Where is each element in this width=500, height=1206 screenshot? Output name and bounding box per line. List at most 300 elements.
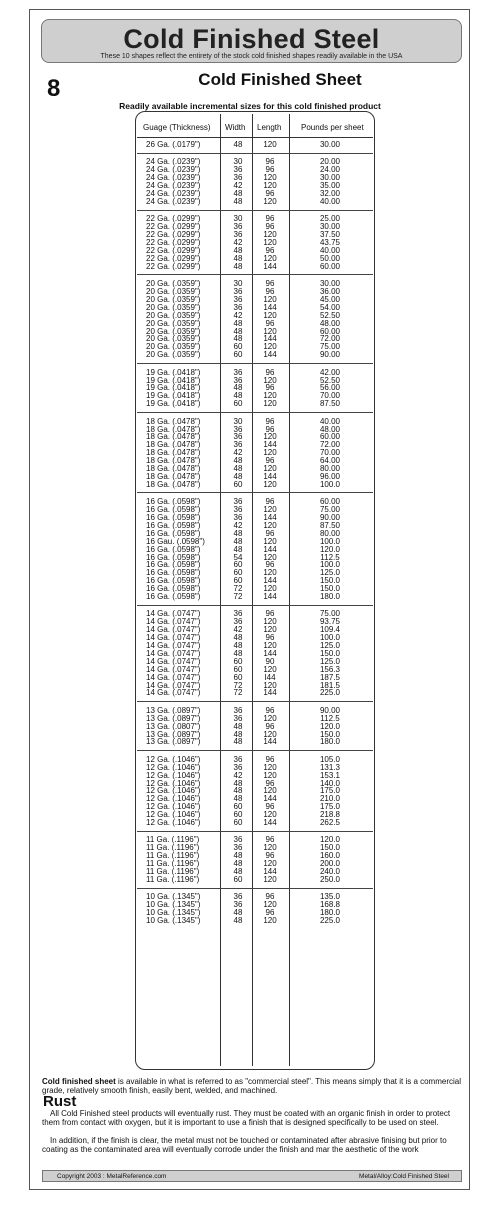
cell-gauge: 11 Ga. (.1196")	[146, 843, 200, 853]
cell-pounds: 80.00	[319, 464, 341, 473]
cell-gauge: 22 Ga. (.0299")	[146, 230, 201, 240]
cell-width: 48	[233, 456, 243, 466]
cell-pounds: 250.0	[319, 874, 341, 884]
footer-section: Metal/Alloy:Cold Finished Steel	[359, 1173, 449, 1180]
cell-gauge: 20 Ga. (.0359")	[146, 350, 201, 360]
header-rule	[137, 137, 373, 138]
cell-width: 36	[233, 367, 243, 377]
cell-length: 120	[263, 568, 277, 578]
cell-width: 48	[233, 859, 243, 869]
cell-length: 120	[263, 770, 277, 780]
table-row	[135, 351, 375, 359]
cell-length: 120	[263, 505, 277, 515]
cell-width: 42	[233, 310, 243, 320]
cell-pounds: 160.0	[319, 851, 341, 861]
cell-length: 144	[263, 867, 277, 876]
header-subtitle: These 10 shapes reflect the entirety of the stock cold finished shapes readily available in the USA	[100, 53, 403, 60]
cell-length: 144	[263, 794, 277, 804]
cell-width: 60	[233, 399, 243, 409]
cell-width: 36	[233, 713, 243, 723]
cell-length: 96	[265, 214, 275, 224]
group-separator	[137, 701, 373, 702]
cell-length: 120	[263, 664, 277, 674]
cell-pounds: 150.0	[319, 584, 341, 594]
rust-heading: Rust	[43, 1093, 77, 1110]
cell-pounds: 52.50	[319, 310, 341, 320]
cell-length: 120	[263, 900, 277, 910]
cell-pounds: 40.00	[319, 416, 341, 426]
cell-length: 96	[265, 157, 275, 167]
table-row	[135, 876, 375, 884]
cell-width: 48	[233, 778, 243, 788]
cell-length: 144	[263, 261, 277, 271]
cell-width: 48	[233, 721, 243, 731]
table-row	[135, 689, 375, 697]
cell-length: 96	[265, 497, 275, 507]
cell-width: 36	[233, 762, 243, 772]
cell-pounds: 125.0	[319, 656, 341, 666]
cell-width: 48	[233, 851, 243, 861]
cell-width: 36	[233, 230, 243, 240]
cell-width: 42	[233, 520, 243, 530]
cell-length: 120	[263, 641, 277, 650]
cell-pounds: 75.00	[319, 505, 341, 515]
cell-width: 48	[233, 786, 243, 796]
cell-pounds: 72.00	[319, 440, 341, 450]
group-separator	[137, 412, 373, 413]
cell-pounds: 150.0	[319, 729, 341, 739]
cell-gauge: 19 Ga. (.0418")	[146, 375, 201, 385]
cell-pounds: 20.00	[319, 157, 341, 167]
cell-pounds: 125.0	[319, 641, 341, 650]
cell-gauge: 24 Ga. (.0239")	[146, 181, 201, 191]
cell-length: 96	[265, 892, 275, 902]
cell-width: 36	[233, 835, 243, 845]
cell-pounds: 105.0	[319, 754, 341, 764]
cell-length: 120	[263, 786, 277, 796]
cell-length: 96	[265, 416, 275, 426]
cell-length: 120	[263, 375, 277, 385]
cell-width: 48	[233, 326, 243, 336]
cell-pounds: 25.00	[319, 214, 341, 224]
cell-length: 120	[263, 326, 277, 336]
cell-width: 42	[233, 448, 243, 458]
cell-length: 120	[263, 448, 277, 458]
cell-width: 36	[233, 294, 243, 304]
cell-width: 48	[233, 633, 243, 643]
table-row	[135, 198, 375, 206]
cell-pounds: 100.0	[319, 479, 341, 489]
cell-width: 48	[233, 908, 243, 918]
cell-pounds: 156.3	[319, 664, 341, 674]
cell-width: 36	[233, 892, 243, 902]
cell-length: 96	[265, 165, 275, 175]
group-separator	[137, 274, 373, 275]
cell-gauge: 20 Ga. (.0359")	[146, 279, 201, 289]
cell-gauge: 20 Ga. (.0359")	[146, 326, 201, 336]
cell-length: 120	[263, 294, 277, 304]
cell-length: 120	[263, 536, 277, 546]
cell-length: 96	[265, 609, 275, 619]
cell-gauge: 18 Ga. (.0478")	[146, 416, 201, 426]
cell-gauge: 13 Ga. (.0897")	[146, 713, 201, 723]
cell-width: 36	[233, 287, 243, 296]
cell-length: 96	[265, 528, 275, 538]
commercial-note-lead: Cold finished sheet	[42, 1077, 116, 1086]
cell-width: 48	[233, 318, 243, 328]
cell-pounds: 48.00	[319, 424, 341, 434]
table-row	[135, 400, 375, 408]
group-separator	[137, 831, 373, 832]
cell-length: 96	[265, 367, 275, 377]
cell-pounds: 70.00	[319, 391, 341, 401]
cell-pounds: 93.75	[319, 617, 341, 627]
cell-length: 144	[263, 471, 277, 481]
cell-width: 72	[233, 680, 243, 690]
cell-gauge: 20 Ga. (.0359")	[146, 342, 201, 352]
cell-pounds: 70.00	[319, 448, 341, 458]
cell-gauge: 14 Ga. (.0747")	[146, 656, 201, 666]
cell-gauge: 13 Ga. (.0807")	[146, 721, 201, 731]
cell-pounds: 60.00	[319, 432, 341, 442]
cell-gauge: 13 Ga. (.0897")	[146, 705, 201, 715]
cell-length: 96	[265, 318, 275, 328]
table-row	[135, 263, 375, 271]
cell-width: 42	[233, 625, 243, 635]
header-title: Cold Finished Steel	[123, 24, 380, 54]
cell-length: 120	[263, 843, 277, 853]
cell-width: 72	[233, 584, 243, 594]
cell-width: 48	[233, 464, 243, 473]
header-pounds: Pounds per sheet	[301, 123, 364, 132]
cell-pounds: 36.00	[319, 287, 341, 296]
cell-pounds: 100.0	[319, 536, 341, 546]
cell-gauge: 16 Ga. (.0598")	[146, 513, 201, 522]
cell-gauge: 24 Ga. (.0239")	[146, 165, 201, 175]
cell-length: 120	[263, 729, 277, 739]
cell-length: 120	[263, 342, 277, 352]
cell-pounds: 112.5	[320, 713, 340, 723]
cell-pounds: 100.0	[319, 560, 341, 570]
cell-width: 60	[233, 568, 243, 578]
cell-gauge: 20 Ga. (.0359")	[146, 287, 201, 296]
cell-gauge: 14 Ga. (.0747")	[146, 648, 201, 658]
cell-length: 96	[265, 851, 275, 861]
cell-pounds: 181.5	[319, 680, 341, 690]
cell-pounds: 87.50	[319, 520, 341, 530]
cell-gauge: 18 Ga. (.0478")	[146, 440, 201, 450]
cell-length: 96	[265, 721, 275, 731]
group-separator	[137, 750, 373, 751]
cell-length: 120	[263, 584, 277, 594]
sheet-title: Cold Finished Sheet	[198, 70, 362, 89]
cell-length: 96	[265, 633, 275, 643]
cell-width: 48	[233, 641, 243, 650]
cell-pounds: 135.0	[319, 892, 341, 902]
cell-gauge: 12 Ga. (.1046")	[146, 770, 201, 780]
cell-pounds: 262.5	[319, 818, 341, 827]
cell-length: 96	[265, 908, 275, 918]
cell-width: 60	[233, 664, 243, 674]
cell-width: 48	[233, 189, 243, 198]
cell-width: 48	[233, 334, 243, 344]
cell-gauge: 16 Ga. (.0598")	[146, 505, 201, 515]
cell-width: 30	[233, 157, 243, 167]
cell-width: 48	[233, 391, 243, 401]
cell-width: 36	[233, 302, 243, 312]
cell-pounds: 120.0	[319, 544, 341, 554]
cell-gauge: 11 Ga. (.1196")	[146, 859, 200, 869]
cell-width: 36	[233, 375, 243, 385]
cell-width: 48	[233, 536, 243, 546]
cell-length: 96	[265, 287, 275, 296]
cell-width: 60	[233, 802, 243, 812]
cell-gauge: 18 Ga. (.0478")	[146, 456, 201, 466]
cell-length: 120	[263, 552, 277, 562]
cell-length: 96	[265, 802, 275, 812]
cell-gauge: 26 Ga. (.0179")	[146, 140, 201, 149]
cell-width: 36	[233, 843, 243, 853]
cell-length: 120	[263, 181, 277, 191]
cell-length: 96	[265, 424, 275, 434]
cell-pounds: 75.00	[319, 342, 341, 352]
cell-gauge: 18 Ga. (.0478")	[146, 432, 201, 442]
cell-gauge: 22 Ga. (.0299")	[146, 238, 201, 247]
cell-gauge: 10 Ga. (.1345")	[146, 900, 201, 910]
table-row	[135, 141, 375, 149]
cell-pounds: 168.8	[319, 900, 341, 910]
cell-length: 120	[263, 196, 277, 206]
cell-gauge: 22 Ga. (.0299")	[146, 253, 201, 263]
cell-gauge: 22 Ga. (.0299")	[146, 245, 201, 255]
cell-pounds: 150.0	[319, 648, 341, 658]
table-row	[135, 481, 375, 489]
header-banner	[41, 19, 462, 63]
cell-width: 36	[233, 497, 243, 507]
cell-length: 120	[263, 464, 277, 473]
cell-length: 120	[263, 391, 277, 401]
cell-gauge: 14 Ga. (.0747")	[146, 609, 201, 619]
cell-length: 144	[263, 688, 277, 698]
group-separator	[137, 363, 373, 364]
cell-gauge: 16 Ga. (.0598")	[146, 528, 201, 538]
cell-length: 96	[265, 754, 275, 764]
cell-width: 60	[233, 479, 243, 489]
cell-pounds: 100.0	[319, 633, 341, 643]
cell-gauge: 16 Ga. (.0598")	[146, 560, 201, 570]
cell-width: 60	[233, 874, 243, 884]
cell-length: 120	[263, 680, 277, 690]
cell-width: 48	[233, 245, 243, 255]
header-width: Width	[225, 123, 246, 132]
cell-length: 120	[263, 916, 277, 925]
cell-length: 144	[263, 440, 277, 450]
cell-length: 120	[263, 810, 277, 820]
cell-width: 48	[233, 737, 243, 747]
cell-length: 96	[265, 560, 275, 570]
cell-length: 144	[263, 350, 277, 360]
cell-length: 120	[263, 173, 277, 183]
cell-pounds: 72.00	[319, 334, 341, 344]
cell-width: 48	[233, 648, 243, 658]
cell-gauge: 14 Ga. (.0747")	[146, 633, 201, 643]
cell-width: 36	[233, 165, 243, 175]
commercial-note-text: is available in what is referred to as "commercial steel". This means simply that it is a commercial grade, relatively smooth finish, easily bent, welded, and machined.	[42, 1077, 462, 1095]
cell-pounds: 175.0	[319, 802, 341, 812]
cell-gauge: 12 Ga. (.1046")	[146, 786, 201, 796]
cell-gauge: 22 Ga. (.0299")	[146, 222, 201, 232]
cell-gauge: 14 Ga. (.0747")	[146, 672, 201, 682]
cell-length: 96	[265, 705, 275, 715]
cell-gauge: 12 Ga. (.1046")	[146, 794, 201, 804]
cell-width: 48	[233, 794, 243, 804]
cell-length: 144	[263, 576, 277, 586]
cell-length: 96	[265, 383, 275, 393]
table-row	[135, 917, 375, 925]
cell-pounds: 90.00	[319, 350, 341, 360]
cell-pounds: 35.00	[319, 181, 341, 191]
cell-length: 96	[265, 222, 275, 232]
cell-gauge: 14 Ga. (.0747")	[146, 680, 201, 690]
cell-width: 48	[233, 261, 243, 271]
cell-length: 120	[263, 432, 277, 442]
cell-pounds: 45.00	[319, 294, 341, 304]
cell-length: 120	[263, 399, 277, 409]
cell-pounds: 60.00	[319, 326, 341, 336]
cell-gauge: 12 Ga. (.1046")	[146, 778, 201, 788]
footer-bar	[42, 1170, 462, 1182]
cell-pounds: 120.0	[319, 835, 341, 845]
cell-length: 120	[263, 479, 277, 489]
cell-pounds: 150.0	[319, 576, 341, 586]
cell-width: 42	[233, 238, 243, 247]
table-row	[135, 738, 375, 746]
cell-width: 42	[233, 770, 243, 780]
cell-length: 144	[263, 737, 277, 747]
cell-gauge: 13 Ga. (.0897")	[146, 737, 201, 747]
cell-pounds: 225.0	[319, 916, 341, 925]
cell-pounds: 90.00	[319, 513, 341, 522]
cell-length: 96	[265, 456, 275, 466]
cell-length: 120	[263, 310, 277, 320]
cell-gauge: 16 Ga. (.0598")	[146, 584, 201, 594]
cell-pounds: 24.00	[319, 165, 341, 175]
cell-length: I44	[264, 672, 276, 682]
cell-length: 120	[263, 625, 277, 635]
cell-pounds: 32.00	[319, 189, 341, 198]
cell-gauge: 19 Ga. (.0418")	[146, 391, 201, 401]
group-separator	[137, 210, 373, 211]
cell-gauge: 11 Ga. (.1196")	[146, 835, 200, 845]
cell-pounds: 210.0	[319, 794, 341, 804]
cell-width: 60	[233, 342, 243, 352]
cell-length: 96	[265, 835, 275, 845]
cell-gauge: 18 Ga. (.0478")	[146, 471, 201, 481]
table-row	[135, 593, 375, 601]
cell-pounds: 75.00	[319, 609, 341, 619]
cell-gauge: 19 Ga. (.0418")	[146, 367, 201, 377]
group-separator	[137, 153, 373, 154]
cell-width: 36	[233, 424, 243, 434]
cell-gauge: 24 Ga. (.0239")	[146, 157, 201, 167]
cell-width: 36	[233, 617, 243, 627]
cell-pounds: 187.5	[319, 672, 341, 682]
table-caption: Readily available incremental sizes for this cold finished product	[119, 101, 381, 111]
cell-width: 30	[233, 416, 243, 426]
cell-length: 96	[265, 245, 275, 255]
cell-pounds: 200.0	[319, 859, 341, 869]
group-separator	[137, 492, 373, 493]
cell-length: 120	[263, 253, 277, 263]
cell-gauge: 22 Ga. (.0299")	[146, 214, 201, 224]
rust-paragraph-1: All Cold Finished steel products will eventually rust. They must be coated with an organic finish in order to protect them from contact with oxygen, but it is important to use a finish that is designed specifically to be used on steel.	[42, 1109, 451, 1127]
cell-pounds: 225.0	[319, 688, 341, 698]
cell-gauge: 10 Ga. (.1345")	[146, 892, 201, 902]
cell-gauge: 16 Ga. (.0598")	[146, 576, 201, 586]
cell-pounds: 40.00	[319, 196, 341, 206]
cell-width: 36	[233, 173, 243, 183]
cell-width: 48	[233, 140, 243, 149]
cell-pounds: 30.00	[319, 222, 341, 232]
cell-length: 90	[265, 656, 275, 666]
cell-length: 120	[263, 520, 277, 530]
cell-gauge: 12 Ga. (.1046")	[146, 810, 201, 820]
cell-gauge: 11 Ga. (.1196")	[146, 867, 200, 876]
cell-gauge: 19 Ga. (.0418")	[146, 399, 201, 409]
cell-gauge: 16 Ga. (.0598")	[146, 592, 201, 601]
cell-gauge: 16 Ga. (.0598")	[146, 568, 201, 578]
cell-length: 120	[263, 859, 277, 869]
cell-gauge: 16 Gau. (.0598")	[146, 536, 205, 546]
cell-gauge: 12 Ga. (.1046")	[146, 818, 201, 827]
cell-pounds: 40.00	[319, 245, 341, 255]
cell-pounds: 153.1	[319, 770, 341, 780]
cell-pounds: 180.0	[319, 737, 341, 747]
header-gauge: Guage (Thickness)	[143, 123, 211, 132]
cell-pounds: 64.00	[319, 456, 341, 466]
cell-width: 36	[233, 513, 243, 522]
cell-pounds: 218.8	[319, 810, 341, 820]
cell-width: 60	[233, 656, 243, 666]
cell-width: 36	[233, 432, 243, 442]
cell-gauge: 22 Ga. (.0299")	[146, 261, 201, 271]
cell-width: 36	[233, 609, 243, 619]
cell-gauge: 20 Ga. (.0359")	[146, 334, 201, 344]
cell-width: 48	[233, 916, 243, 925]
cell-pounds: 175.0	[319, 786, 341, 796]
cell-pounds: 60.00	[319, 261, 341, 271]
cell-length: 144	[263, 648, 277, 658]
cell-width: 60	[233, 672, 243, 682]
cell-pounds: 131.3	[319, 762, 341, 772]
cell-gauge: 14 Ga. (.0747")	[146, 641, 201, 650]
cell-length: 120	[263, 713, 277, 723]
cell-width: 36	[233, 705, 243, 715]
cell-pounds: 50.00	[319, 253, 341, 263]
cell-width: 30	[233, 214, 243, 224]
page-number: 8	[47, 75, 61, 102]
cell-width: 72	[233, 688, 243, 698]
cell-width: 36	[233, 505, 243, 515]
cell-length: 120	[263, 230, 277, 240]
cell-gauge: 18 Ga. (.0478")	[146, 464, 201, 473]
cell-pounds: 96.00	[319, 471, 341, 481]
cell-gauge: 20 Ga. (.0359")	[146, 302, 201, 312]
cell-gauge: 11 Ga. (.1196")	[146, 874, 200, 884]
cell-pounds: 52.50	[319, 375, 341, 385]
cell-gauge: 14 Ga. (.0747")	[146, 664, 201, 674]
cell-pounds: 180.0	[319, 592, 341, 601]
